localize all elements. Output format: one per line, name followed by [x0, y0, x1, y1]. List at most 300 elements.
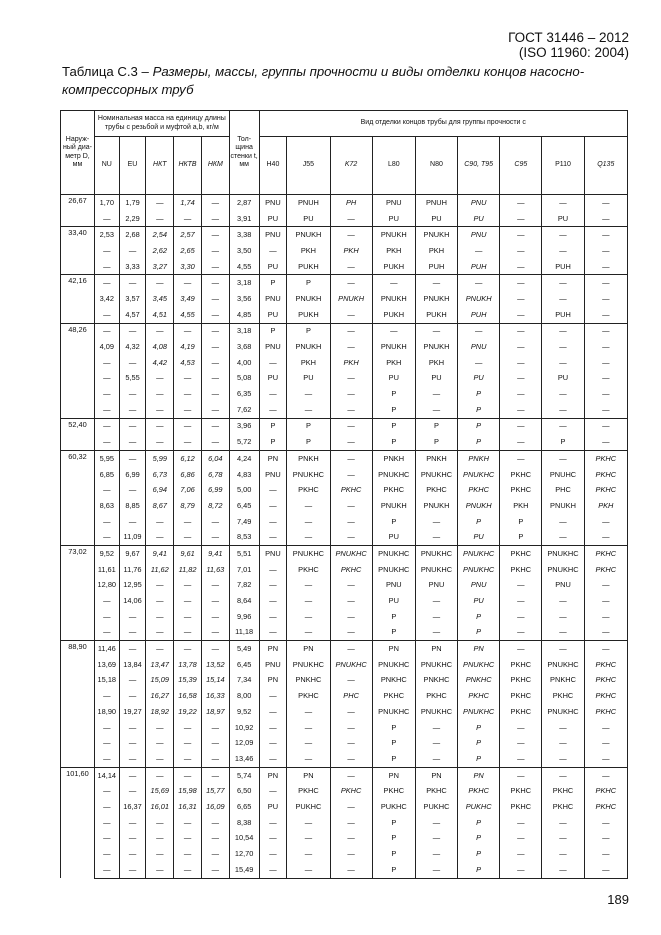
table-cell: —: [542, 514, 584, 530]
table-cell: —: [94, 751, 119, 767]
table-cell: PNUKHC: [458, 467, 500, 483]
table-cell: PUH: [542, 307, 584, 323]
standard-number: ГОСТ 31446 – 2012: [508, 30, 629, 45]
table-cell: —: [330, 402, 372, 418]
table-cell: —: [174, 831, 202, 847]
table-cell: —: [119, 402, 146, 418]
table-cell: —: [330, 529, 372, 545]
table-cell: —: [201, 195, 229, 211]
table-cell: —: [584, 578, 627, 594]
table-cell: PKHC: [584, 673, 627, 689]
table-cell: —: [458, 275, 500, 291]
table-cell: —: [330, 641, 372, 657]
table-cell: —: [146, 529, 174, 545]
table-cell: —: [146, 625, 174, 641]
table-cell: PKHC: [372, 783, 415, 799]
table-cell: P: [372, 386, 415, 402]
table-cell: PKHC: [500, 657, 542, 673]
table-row: [61, 735, 628, 751]
table-cell: —: [119, 355, 146, 371]
table-cell: —: [330, 259, 372, 275]
table-cell: PU: [259, 211, 287, 227]
table-cell: P: [458, 609, 500, 625]
table-cell: PNUKH: [415, 498, 457, 514]
table-cell: —: [584, 259, 627, 275]
table-cell: P: [372, 735, 415, 751]
table-cell: 15,49: [229, 862, 259, 878]
table-cell: —: [94, 735, 119, 751]
table-cell: —: [500, 211, 542, 227]
table-cell: —: [201, 529, 229, 545]
table-cell: PKHC: [287, 688, 330, 704]
table-cell: —: [174, 371, 202, 387]
table-cell: —: [94, 259, 119, 275]
table-cell: 1,79: [119, 195, 146, 211]
table-cell: —: [146, 386, 174, 402]
table-cell: P: [372, 831, 415, 847]
table-cell: —: [584, 386, 627, 402]
table-cell: 5,55: [119, 371, 146, 387]
diameter-cell: 26,67: [61, 195, 95, 227]
table-cell: —: [500, 259, 542, 275]
table-cell: 11,63: [201, 562, 229, 578]
table-row: [61, 846, 628, 862]
table-cell: —: [94, 275, 119, 291]
table-cell: 11,61: [94, 562, 119, 578]
table-cell: —: [119, 625, 146, 641]
table-cell: —: [174, 862, 202, 878]
diameter-cell: 88,90: [61, 641, 95, 768]
table-cell: —: [94, 783, 119, 799]
table-cell: 2,62: [146, 243, 174, 259]
table-cell: —: [174, 815, 202, 831]
table-cell: —: [259, 831, 287, 847]
table-cell: PNUKH: [458, 498, 500, 514]
table-cell: —: [201, 609, 229, 625]
table-cell: PKHC: [542, 688, 584, 704]
table-cell: —: [259, 355, 287, 371]
table-cell: PKH: [500, 498, 542, 514]
table-cell: 6,73: [146, 467, 174, 483]
table-cell: PN: [415, 641, 457, 657]
table-row: [61, 751, 628, 767]
table-cell: 1,74: [174, 195, 202, 211]
table-cell: —: [584, 831, 627, 847]
table-cell: 3,68: [229, 339, 259, 355]
table-row: [61, 418, 628, 434]
table-cell: —: [330, 386, 372, 402]
table-cell: —: [201, 846, 229, 862]
table-cell: —: [542, 862, 584, 878]
table-row: [61, 227, 628, 243]
table-cell: PNKHC: [372, 673, 415, 689]
table-cell: —: [94, 482, 119, 498]
table-cell: —: [584, 815, 627, 831]
table-cell: PNUKHC: [415, 546, 457, 562]
table-cell: —: [500, 609, 542, 625]
table-cell: —: [330, 578, 372, 594]
table-cell: —: [119, 767, 146, 783]
table-cell: PNU: [458, 195, 500, 211]
table-cell: PNU: [458, 339, 500, 355]
table-cell: —: [201, 578, 229, 594]
table-cell: PKH: [415, 243, 457, 259]
table-cell: PNUKHC: [287, 467, 330, 483]
table-row: [61, 799, 628, 815]
table-cell: —: [146, 767, 174, 783]
table-cell: —: [542, 418, 584, 434]
mass-col-header: NU: [94, 137, 119, 195]
table-cell: 3,18: [229, 323, 259, 339]
table-cell: 1,70: [94, 195, 119, 211]
table-cell: —: [330, 514, 372, 530]
table-cell: PU: [259, 307, 287, 323]
table-row: [61, 259, 628, 275]
table-cell: —: [330, 815, 372, 831]
table-cell: PKHC: [458, 482, 500, 498]
table-cell: P: [287, 275, 330, 291]
table-cell: PNUKHC: [330, 546, 372, 562]
table-cell: —: [330, 275, 372, 291]
table-row: [61, 641, 628, 657]
table-cell: —: [259, 609, 287, 625]
table-cell: —: [584, 609, 627, 625]
table-cell: —: [174, 593, 202, 609]
table-cell: 4,85: [229, 307, 259, 323]
table-cell: 9,67: [119, 546, 146, 562]
table-cell: —: [201, 434, 229, 450]
table-cell: —: [415, 593, 457, 609]
table-cell: PNUH: [287, 195, 330, 211]
table-cell: 2,57: [174, 227, 202, 243]
table-cell: —: [330, 323, 372, 339]
table-cell: 5,74: [229, 767, 259, 783]
table-cell: PNUKHC: [458, 562, 500, 578]
table-cell: —: [94, 799, 119, 815]
table-cell: PKHC: [584, 451, 627, 467]
table-cell: 10,92: [229, 720, 259, 736]
table-cell: PU: [458, 529, 500, 545]
table-cell: —: [201, 751, 229, 767]
table-cell: 18,92: [146, 704, 174, 720]
table-row: [61, 467, 628, 483]
table-cell: —: [287, 514, 330, 530]
table-cell: —: [146, 641, 174, 657]
table-cell: —: [330, 451, 372, 467]
table-cell: —: [500, 386, 542, 402]
table-cell: PNUKH: [458, 291, 500, 307]
table-cell: P: [458, 831, 500, 847]
table-cell: —: [94, 243, 119, 259]
table-cell: —: [415, 402, 457, 418]
table-cell: —: [119, 673, 146, 689]
table-cell: —: [330, 799, 372, 815]
table-cell: —: [500, 323, 542, 339]
table-cell: —: [174, 323, 202, 339]
table-cell: 2,68: [119, 227, 146, 243]
table-cell: PKHC: [415, 688, 457, 704]
grade-col-header: J55: [287, 137, 330, 195]
table-cell: 8,67: [146, 498, 174, 514]
table-cell: 12,70: [229, 846, 259, 862]
table-cell: —: [330, 720, 372, 736]
table-cell: —: [584, 625, 627, 641]
table-cell: PNUKHC: [372, 467, 415, 483]
table-cell: PU: [458, 371, 500, 387]
table-cell: —: [584, 751, 627, 767]
table-cell: —: [146, 735, 174, 751]
table-cell: 18,90: [94, 704, 119, 720]
table-cell: 15,69: [146, 783, 174, 799]
table-cell: PU: [415, 371, 457, 387]
table-cell: PNUKH: [372, 339, 415, 355]
table-cell: —: [500, 625, 542, 641]
table-cell: —: [542, 641, 584, 657]
table-cell: 3,45: [146, 291, 174, 307]
table-cell: —: [584, 418, 627, 434]
table-cell: 5,51: [229, 546, 259, 562]
table-cell: 4,55: [229, 259, 259, 275]
table-cell: —: [500, 720, 542, 736]
table-cell: PKHC: [584, 799, 627, 815]
table-cell: —: [584, 339, 627, 355]
table-cell: PKHC: [542, 783, 584, 799]
table-cell: —: [174, 720, 202, 736]
table-cell: —: [119, 641, 146, 657]
table-cell: 14,14: [94, 767, 119, 783]
table-cell: —: [415, 751, 457, 767]
table-cell: PNUKHC: [458, 704, 500, 720]
table-cell: 5,08: [229, 371, 259, 387]
table-cell: —: [500, 402, 542, 418]
table-cell: —: [542, 846, 584, 862]
table-cell: —: [94, 434, 119, 450]
table-cell: PN: [287, 767, 330, 783]
table-cell: —: [287, 625, 330, 641]
table-cell: —: [174, 641, 202, 657]
table-cell: PUH: [458, 307, 500, 323]
table-row: [61, 514, 628, 530]
table-cell: PKHC: [415, 783, 457, 799]
table-cell: 16,58: [174, 688, 202, 704]
table-cell: —: [500, 735, 542, 751]
grade-col-header: L80: [372, 137, 415, 195]
table-cell: 6,35: [229, 386, 259, 402]
table-cell: —: [542, 323, 584, 339]
table-cell: —: [201, 371, 229, 387]
finish-header: Вид отделки концов трубы для группы прочности c: [259, 111, 627, 137]
table-cell: P: [458, 434, 500, 450]
table-cell: —: [146, 815, 174, 831]
table-cell: 3,57: [119, 291, 146, 307]
table-cell: —: [584, 593, 627, 609]
table-cell: 6,50: [229, 783, 259, 799]
table-row: [61, 625, 628, 641]
wall-header: Тол-щина стенки t, мм: [229, 111, 259, 195]
table-cell: 15,14: [201, 673, 229, 689]
table-cell: —: [542, 767, 584, 783]
table-cell: P: [287, 418, 330, 434]
table-cell: PU: [458, 593, 500, 609]
table-cell: —: [174, 609, 202, 625]
table-caption: [62, 63, 622, 99]
table-cell: —: [146, 831, 174, 847]
table-cell: PN: [458, 641, 500, 657]
table-cell: 19,27: [119, 704, 146, 720]
table-cell: —: [119, 386, 146, 402]
table-cell: 15,77: [201, 783, 229, 799]
table-cell: 8,79: [174, 498, 202, 514]
table-cell: —: [584, 195, 627, 211]
table-cell: PNUKH: [415, 291, 457, 307]
table-cell: PNUH: [415, 195, 457, 211]
table-cell: —: [174, 767, 202, 783]
table-cell: 6,45: [229, 657, 259, 673]
table-cell: —: [500, 862, 542, 878]
table-cell: PUKHC: [287, 799, 330, 815]
table-cell: 3,42: [94, 291, 119, 307]
table-cell: —: [259, 498, 287, 514]
table-cell: —: [500, 641, 542, 657]
table-cell: —: [287, 720, 330, 736]
table-cell: PKHC: [330, 783, 372, 799]
table-cell: 16,33: [201, 688, 229, 704]
table-cell: 3,56: [229, 291, 259, 307]
document-header: [508, 30, 629, 60]
table-cell: PKHC: [584, 482, 627, 498]
table-cell: PN: [259, 673, 287, 689]
table-cell: P: [372, 609, 415, 625]
table-cell: —: [458, 323, 500, 339]
table-cell: 12,80: [94, 578, 119, 594]
table-cell: —: [542, 815, 584, 831]
table-cell: PKHC: [287, 482, 330, 498]
table-cell: 6,78: [201, 467, 229, 483]
table-cell: PNU: [259, 291, 287, 307]
table-cell: —: [174, 434, 202, 450]
table-cell: —: [584, 371, 627, 387]
table-cell: PNUKHC: [458, 546, 500, 562]
table-cell: —: [415, 815, 457, 831]
table-cell: —: [94, 688, 119, 704]
table-cell: P: [372, 846, 415, 862]
table-cell: PKHC: [500, 482, 542, 498]
table-row: [61, 529, 628, 545]
table-cell: 3,30: [174, 259, 202, 275]
table-cell: PN: [415, 767, 457, 783]
table-cell: —: [584, 243, 627, 259]
table-cell: —: [500, 451, 542, 467]
table-row: [61, 434, 628, 450]
table-cell: —: [584, 641, 627, 657]
table-cell: —: [201, 735, 229, 751]
table-cell: —: [415, 609, 457, 625]
table-cell: 6,86: [174, 467, 202, 483]
table-cell: —: [201, 641, 229, 657]
table-cell: —: [542, 751, 584, 767]
table-row: [61, 211, 628, 227]
table-cell: —: [500, 307, 542, 323]
diameter-cell: 33,40: [61, 227, 95, 275]
table-cell: P: [372, 418, 415, 434]
table-cell: PNKH: [287, 451, 330, 467]
table-cell: —: [330, 339, 372, 355]
table-row: [61, 546, 628, 562]
table-cell: —: [119, 609, 146, 625]
table-cell: 13,69: [94, 657, 119, 673]
table-cell: —: [584, 529, 627, 545]
table-cell: 6,45: [229, 498, 259, 514]
table-cell: 10,54: [229, 831, 259, 847]
table-cell: —: [259, 751, 287, 767]
table-cell: —: [330, 704, 372, 720]
table-cell: P: [458, 862, 500, 878]
table-cell: —: [94, 514, 119, 530]
table-cell: 2,29: [119, 211, 146, 227]
table-cell: PNUKHC: [415, 657, 457, 673]
table-cell: —: [146, 578, 174, 594]
table-cell: PNUKHC: [458, 657, 500, 673]
table-cell: —: [500, 418, 542, 434]
table-cell: —: [259, 529, 287, 545]
table-cell: PNU: [458, 578, 500, 594]
table-cell: PNU: [259, 227, 287, 243]
table-cell: —: [500, 243, 542, 259]
table-cell: —: [330, 609, 372, 625]
table-cell: —: [201, 291, 229, 307]
table-cell: PKHC: [542, 799, 584, 815]
table-cell: —: [330, 498, 372, 514]
table-cell: —: [584, 514, 627, 530]
table-cell: 4,51: [146, 307, 174, 323]
table-cell: PN: [259, 451, 287, 467]
table-cell: —: [201, 259, 229, 275]
table-cell: —: [500, 815, 542, 831]
table-cell: —: [94, 211, 119, 227]
table-cell: PNKHC: [458, 673, 500, 689]
table-cell: 16,27: [146, 688, 174, 704]
table-cell: —: [201, 815, 229, 831]
table-cell: —: [259, 514, 287, 530]
table-cell: —: [584, 355, 627, 371]
table-cell: —: [259, 735, 287, 751]
table-cell: PNKHC: [287, 673, 330, 689]
table-row: [61, 815, 628, 831]
table-cell: 6,99: [201, 482, 229, 498]
table-cell: PKHC: [372, 688, 415, 704]
table-cell: —: [584, 767, 627, 783]
table-cell: 2,53: [94, 227, 119, 243]
table-cell: 14,06: [119, 593, 146, 609]
table-cell: 16,31: [174, 799, 202, 815]
table-cell: —: [174, 402, 202, 418]
table-cell: 4,53: [174, 355, 202, 371]
table-cell: PUKH: [372, 259, 415, 275]
table-cell: PH: [330, 195, 372, 211]
table-cell: —: [330, 371, 372, 387]
table-cell: —: [146, 275, 174, 291]
table-cell: PNKHC: [542, 673, 584, 689]
table-cell: PNUKHC: [330, 657, 372, 673]
table-cell: —: [330, 767, 372, 783]
grade-col-header: K72: [330, 137, 372, 195]
table-cell: PKHC: [415, 482, 457, 498]
table-cell: —: [119, 720, 146, 736]
table-cell: —: [287, 831, 330, 847]
table-cell: —: [94, 323, 119, 339]
table-cell: 5,99: [146, 451, 174, 467]
table-cell: P: [542, 434, 584, 450]
